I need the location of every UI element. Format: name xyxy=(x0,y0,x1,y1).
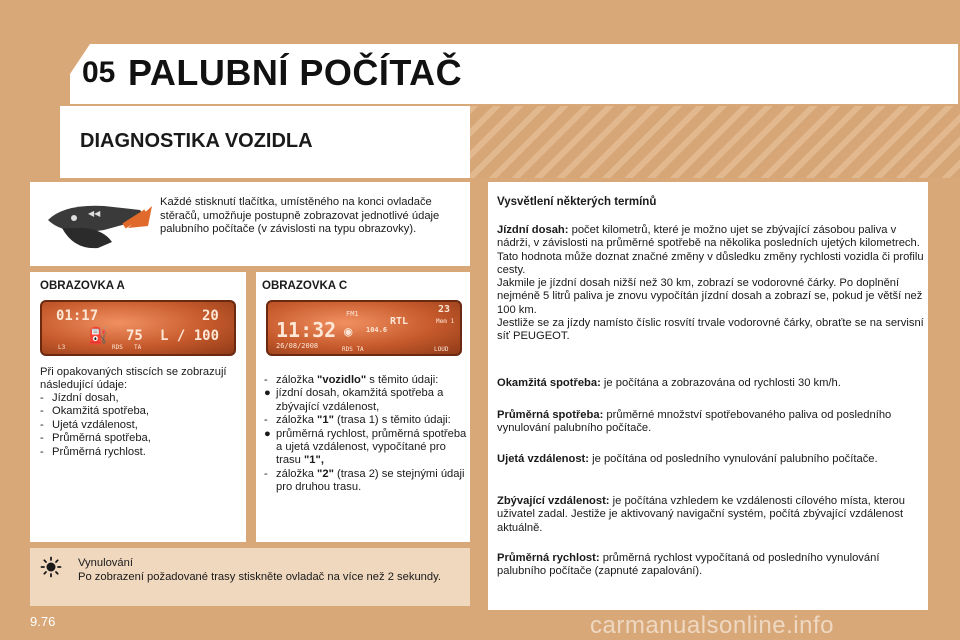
display-c-date: 26/08/2008 xyxy=(276,342,319,350)
screen-a-intro: Při opakovaných stiscích se zobrazují následující údaje: xyxy=(40,366,227,392)
display-c-loud: LOUD xyxy=(434,346,449,353)
page-number: 9.76 xyxy=(30,614,56,629)
list-item: - záložka "vozidlo" s těmito údaji: xyxy=(264,374,439,386)
term-average-consumption: Průměrná spotřeba: průměrné množství spotřebovaného paliva od posledního vynulování palubního počítače. xyxy=(497,409,892,435)
screen-a-display xyxy=(40,300,236,356)
section-title: DIAGNOSTIKA VOZIDLA xyxy=(80,130,313,152)
screen-c-list xyxy=(264,374,470,495)
watermark: carmanualsonline.info xyxy=(590,612,834,639)
screen-c-display xyxy=(266,300,462,356)
chapter-title: PALUBNÍ POČÍTAČ xyxy=(128,52,463,93)
list-item: - Okamžitá spotřeba, xyxy=(40,405,150,418)
info-text: Každé stisknutí tlačítka, umístěného na konci ovladače stěračů, umožňuje postupně zobrazovat jednotlivé údaje palubního počítače (v závislosti na typu obrazovky). xyxy=(160,196,440,236)
display-c-time: 11:32 xyxy=(276,318,337,342)
fuel-pump-icon: ⛽ xyxy=(88,326,108,345)
display-c-mem: Mem 1 xyxy=(436,318,455,325)
term-remaining-distance: Zbývající vzdálenost: je počítána vzhledem ke vzdálenosti cílového místa, kterou uživatel zadal. Jestiže je aktivovaný navigační systém, počítá zbývající vzdálenost aktuálně. xyxy=(497,495,905,534)
reset-text xyxy=(78,557,458,584)
display-a-consumption: L / 100 xyxy=(160,328,220,344)
display-c-station: RTL xyxy=(390,316,409,327)
term-instant-consumption: Okamžitá spotřeba: je počítána a zobrazována od rychlosti 30 km/h. xyxy=(497,377,841,389)
radio-signal-icon: ◉ xyxy=(344,324,353,340)
display-a-time: 01:17 xyxy=(56,308,99,324)
display-c-frequency: 104.6 xyxy=(366,326,388,334)
display-a-range: 75 xyxy=(126,328,143,344)
screen-c-heading: OBRAZOVKA C xyxy=(262,280,348,292)
list-item: - záložka "2" (trasa 2) se stejnými údaji pro druhou trasu. xyxy=(264,467,465,494)
list-item: - Průměrná spotřeba, xyxy=(40,432,151,445)
term-distance-travelled: Ujetá vzdálenost: je počítána od posledního vynulování palubního počítače. xyxy=(497,453,878,465)
list-item: - Ujetá vzdálenost, xyxy=(40,418,138,431)
svg-text:◀◀: ◀◀ xyxy=(88,209,101,218)
list-item: - Jízdní dosah, xyxy=(40,392,119,404)
reset-body: Po zobrazení požadované trasy stiskněte ovladač na více než 2 sekundy. xyxy=(78,570,441,583)
display-a-label-ta: TA xyxy=(134,344,142,351)
chapter-number: 05 xyxy=(82,56,116,89)
term-average-speed: Průměrná rychlost: průměrná rychlost vypočítaná od posledního vynulování palubního počítače (zapnuté zapalování). xyxy=(497,552,880,578)
display-c-band: FM1 xyxy=(346,310,359,318)
display-a-temp: 20 xyxy=(202,308,219,324)
list-item: ● průměrná rychlost, průměrná spotřeba a ujetá vzdálenost, vypočítané pro trasu "1", xyxy=(264,427,467,467)
list-item: - Průměrná rychlost. xyxy=(40,445,146,458)
display-a-label-l3: L3 xyxy=(58,344,66,351)
list-item: - záložka "1" (trasa 1) s těmito údaji: xyxy=(264,414,451,427)
header-stripe-decoration xyxy=(470,106,960,178)
wiper-stalk-illustration xyxy=(44,190,156,260)
screen-a-heading: OBRAZOVKA A xyxy=(40,280,125,292)
display-c-temp: 23 xyxy=(438,304,451,315)
tip-sun-icon xyxy=(40,556,62,578)
screen-a-list xyxy=(40,392,240,459)
display-a-label-rds: RDS xyxy=(112,344,123,351)
reset-title: Vynulování xyxy=(78,557,133,569)
list-item: ● jízdní dosah, okamžitá spotřeba a zbývající vzdálenost, xyxy=(264,387,444,413)
display-c-rds: RDS TA xyxy=(342,346,364,353)
terms-title: Vysvětlení některých termínů xyxy=(497,196,657,208)
term-range: Jízdní dosah: počet kilometrů, které je možno ujet se zbývající zásobou paliva v nádrži, v závislosti na průměrné spotřebě na několika posledních ujetých kilometrech. Tato hodnota může doznat značné změny v důsledku změny rychlosti vozidla či profilu cesty. Jakmile je jízdní dosah nižší než 30 km, zobrazí se vodorovné čárky. Po doplnění nejméně 5 litrů paliva je znovu vypočítán jízdní dosah a zobrazí se, pokud je větší než 100 km. Jestliže se za jízdy namísto číslic rosvítí trvale vodorovné čárky, obraťte se na servisní síť PEUGEOT. xyxy=(497,224,924,343)
